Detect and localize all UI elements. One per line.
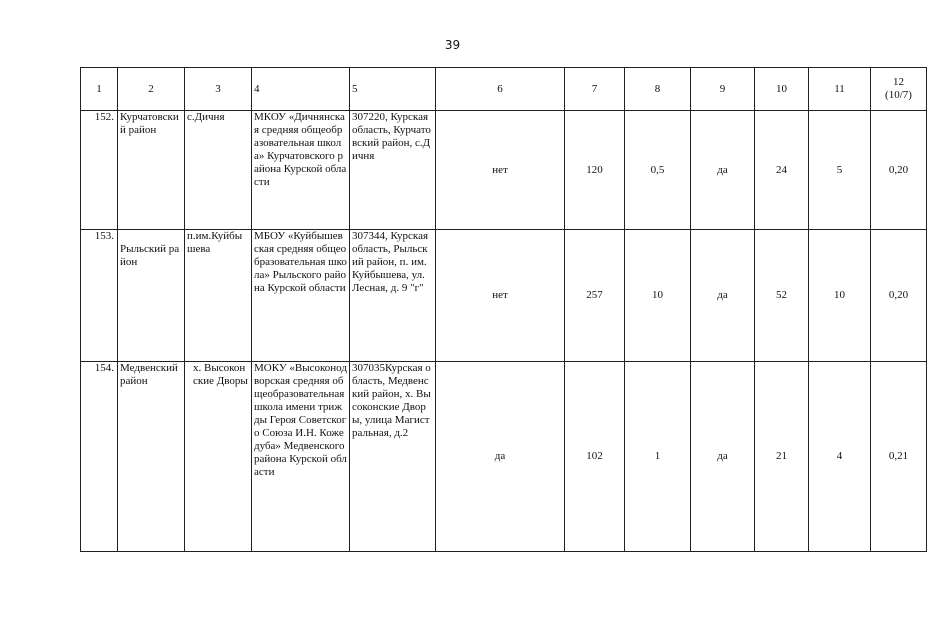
col6-cell: да <box>436 362 565 552</box>
col12-cell: 0,21 <box>871 362 927 552</box>
row-number: 153. <box>81 230 118 362</box>
col9-cell: да <box>691 230 755 362</box>
school-cell: МКОУ «Дичнянская средняя общеобразовательная школа» Курчатовского района Курской области <box>252 111 350 230</box>
district-cell: Курчатовский район <box>118 111 185 230</box>
locality-cell: п.им.Куйбышева <box>185 230 252 362</box>
address-cell: 307035Курская область, Медвенский район, х. Высоконские Дворы, улица Магистральная, д.2 <box>350 362 436 552</box>
header-12-formula: (10/7) <box>885 89 912 101</box>
col8-cell: 10 <box>625 230 691 362</box>
district-cell: Медвенский район <box>118 362 185 552</box>
header-cell: 7 <box>565 68 625 111</box>
header-row <box>81 68 927 111</box>
col10-cell: 52 <box>755 230 809 362</box>
col8-cell: 0,5 <box>625 111 691 230</box>
locality-cell: с.Дичня <box>185 111 252 230</box>
col7-cell: 102 <box>565 362 625 552</box>
header-cell: 10 <box>755 68 809 111</box>
header-cell: 11 <box>809 68 871 111</box>
header-cell: 2 <box>118 68 185 111</box>
page-number: 39 <box>444 38 461 52</box>
school-cell: МОКУ «Высоконодворская средняя общеобразовательная школа имени трижды Героя Советского Союза И.Н. Кожедуба» Медвенского района Курской области <box>252 362 350 552</box>
col12-cell: 0,20 <box>871 111 927 230</box>
data-table <box>80 67 927 552</box>
col6-cell: нет <box>436 111 565 230</box>
table-row <box>81 111 927 230</box>
header-cell <box>871 68 927 111</box>
col11-cell: 5 <box>809 111 871 230</box>
row-number: 154. <box>81 362 118 552</box>
col12-cell: 0,20 <box>871 230 927 362</box>
col10-cell: 21 <box>755 362 809 552</box>
col6-cell: нет <box>436 230 565 362</box>
header-cell: 8 <box>625 68 691 111</box>
col10-cell: 24 <box>755 111 809 230</box>
table-row <box>81 230 927 362</box>
col7-cell: 120 <box>565 111 625 230</box>
district-cell: Рыльский район <box>118 230 185 362</box>
header-12-number: 12 <box>893 76 904 88</box>
school-cell: МБОУ «Куйбышевская средняя общеобразовательная школа» Рыльского района Курской области <box>252 230 350 362</box>
header-cell: 5 <box>350 68 436 111</box>
row-number: 152. <box>81 111 118 230</box>
col11-cell: 10 <box>809 230 871 362</box>
table-row <box>81 362 927 552</box>
address-cell: 307220, Курская область, Курчатовский район, с.Дичня <box>350 111 436 230</box>
header-cell: 3 <box>185 68 252 111</box>
col9-cell: да <box>691 111 755 230</box>
address-cell: 307344, Курская область, Рыльский район, п. им. Куйбышева, ул. Лесная, д. 9 "г" <box>350 230 436 362</box>
header-cell: 6 <box>436 68 565 111</box>
header-cell: 4 <box>252 68 350 111</box>
col7-cell: 257 <box>565 230 625 362</box>
col8-cell: 1 <box>625 362 691 552</box>
header-cell: 9 <box>691 68 755 111</box>
col9-cell: да <box>691 362 755 552</box>
locality-cell: х. Высоконские Дворы <box>185 362 252 552</box>
header-cell: 1 <box>81 68 118 111</box>
col11-cell: 4 <box>809 362 871 552</box>
